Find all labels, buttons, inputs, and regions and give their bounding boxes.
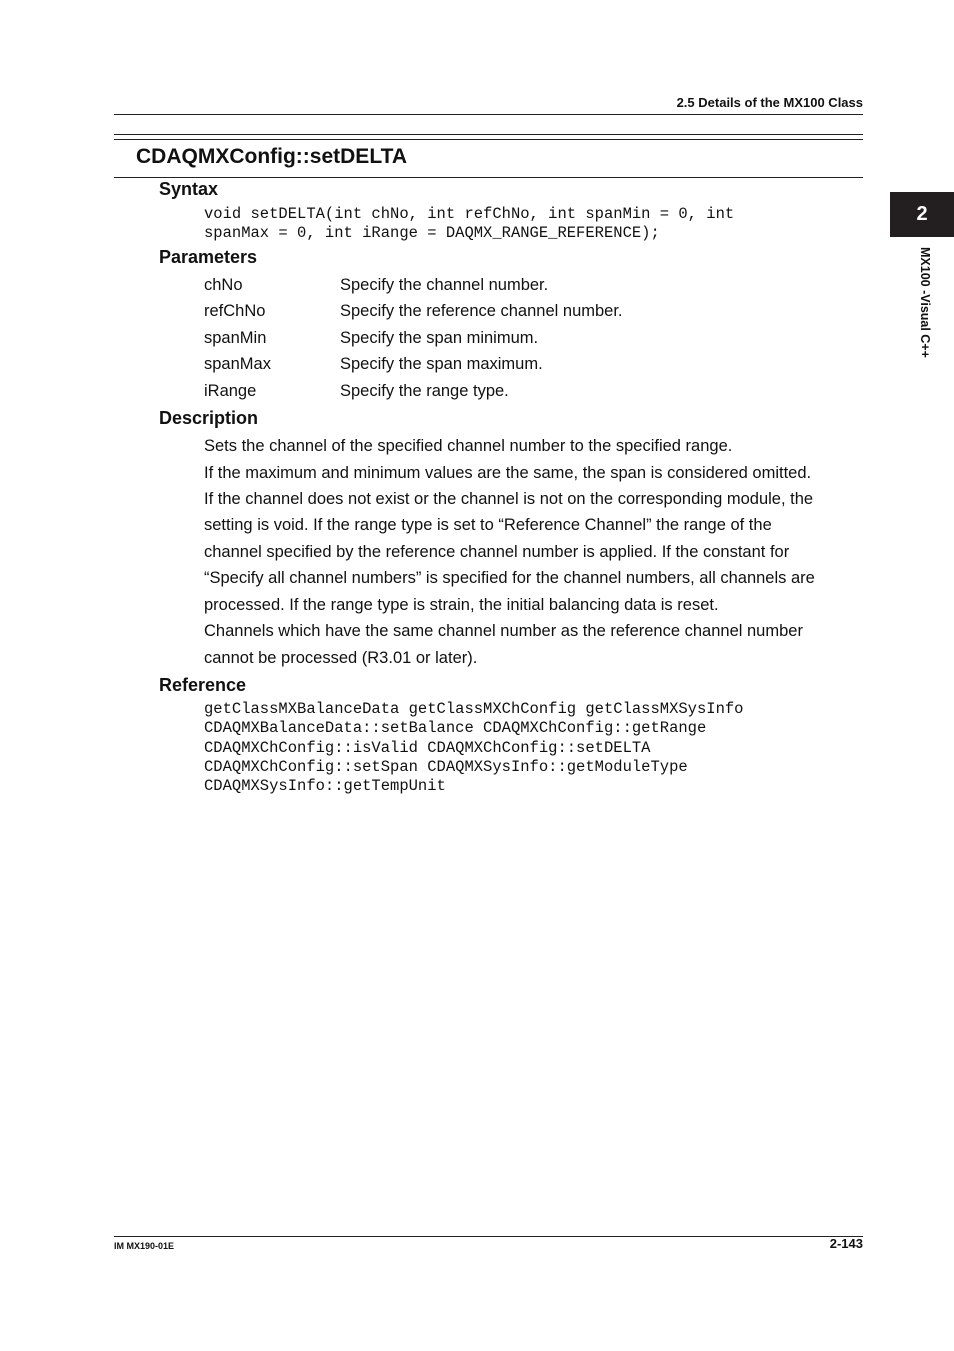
description-line-6: “Specify all channel numbers” is specified for the channel numbers, all channels are [204,569,815,587]
description-heading: Description [159,408,259,428]
reference-line-1: getClassMXBalanceData getClassMXChConfig getClassMXSysInfo [204,700,744,718]
reference-line-3: CDAQMXChConfig::isValid CDAQMXChConfig::setDELTA [204,739,651,757]
reference-line-4: CDAQMXChConfig::setSpan CDAQMXSysInfo::getModuleType [204,758,688,776]
description-line-4: setting is void. If the range type is set to “Reference Channel” the range of the [204,516,772,534]
chapter-tab: 2 [890,192,954,237]
param-desc-chno: Specify the channel number. [340,276,549,294]
description-line-9: cannot be processed (R3.01 or later). [204,649,478,667]
param-name-irange: iRange [204,382,257,400]
title-rule-bottom [114,177,863,178]
param-name-spanmin: spanMin [204,329,267,347]
syntax-heading: Syntax [159,179,219,199]
syntax-line-2: spanMax = 0, int iRange = DAQMX_RANGE_REFERENCE); [204,224,660,242]
description-line-2: If the maximum and minimum values are the same, the span is considered omitted. [204,464,812,482]
footer-doc-id: IM MX190-01E [114,1241,175,1251]
param-desc-irange: Specify the range type. [340,382,509,400]
parameters-heading: Parameters [159,247,258,267]
reference-line-2: CDAQMXBalanceData::setBalance CDAQMXChConfig::getRange [204,719,707,737]
description-line-3: If the channel does not exist or the channel is not on the corresponding module, the [204,490,814,508]
footer-rule [114,1236,863,1237]
param-name-chno: chNo [204,276,243,294]
description-line-8: Channels which have the same channel number as the reference channel number [204,622,803,640]
description-line-7: processed. If the range type is strain, the initial balancing data is reset. [204,596,719,614]
param-name-spanmax: spanMax [204,355,271,373]
param-desc-spanmax: Specify the span maximum. [340,355,543,373]
title-rule-top-2 [114,139,863,140]
chapter-side-title: MX100 -Visual C++ [918,247,932,358]
syntax-line-1: void setDELTA(int chNo, int refChNo, int spanMin = 0, int [204,205,735,223]
title-rule-top-1 [114,134,863,135]
page-title: CDAQMXConfig::setDELTA [136,145,408,168]
param-desc-spanmin: Specify the span minimum. [340,329,539,347]
param-name-refchno: refChNo [204,302,266,320]
running-header: 2.5 Details of the MX100 Class [676,95,863,110]
reference-heading: Reference [159,675,247,695]
description-line-1: Sets the channel of the specified channel number to the specified range. [204,437,733,455]
footer-page-number: 2-143 [829,1236,863,1251]
description-line-5: channel specified by the reference channel number is applied. If the constant for [204,543,790,561]
param-desc-refchno: Specify the reference channel number. [340,302,623,320]
reference-line-5: CDAQMXSysInfo::getTempUnit [204,777,446,795]
header-rule [114,114,863,115]
